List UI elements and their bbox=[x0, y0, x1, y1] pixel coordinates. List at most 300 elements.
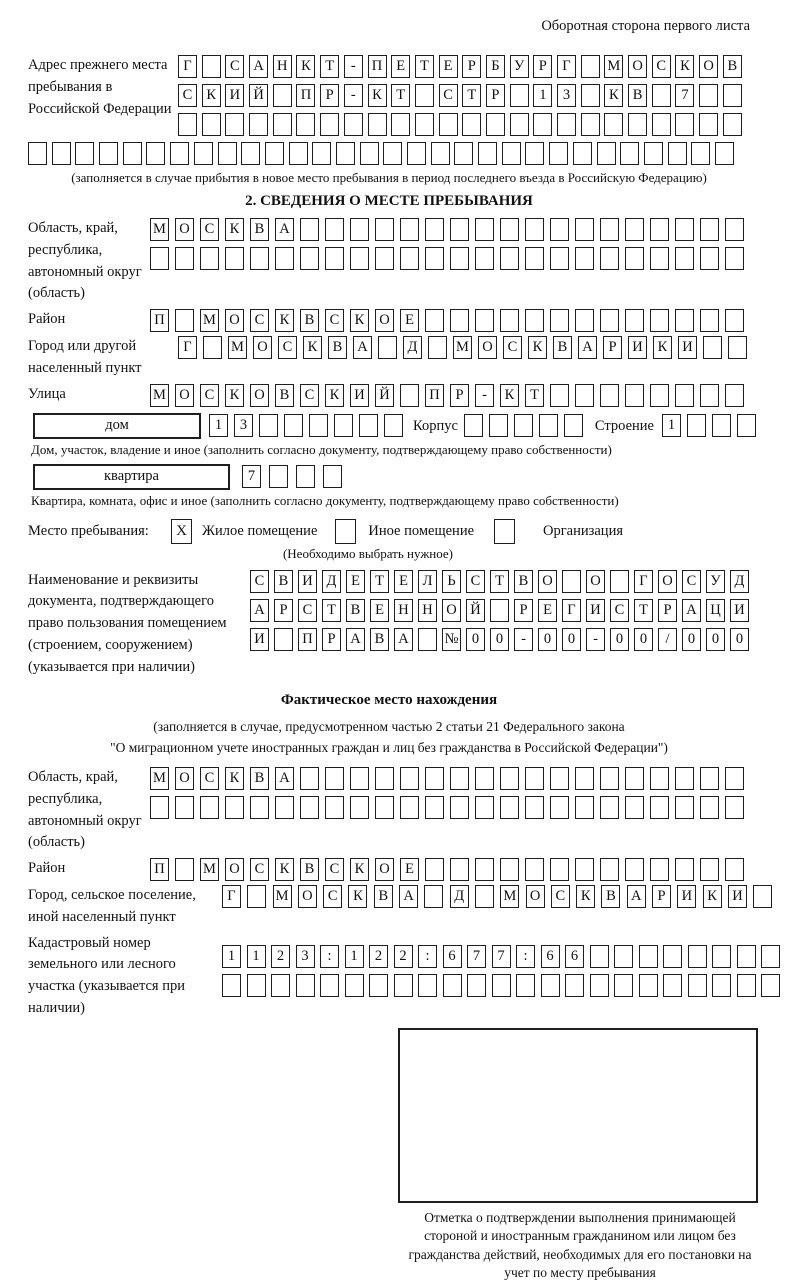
char-box[interactable] bbox=[650, 218, 669, 241]
char-box[interactable] bbox=[500, 309, 519, 332]
char-box[interactable] bbox=[550, 384, 569, 407]
char-box[interactable]: 1 bbox=[209, 414, 228, 437]
char-box[interactable]: Е bbox=[400, 309, 419, 332]
char-box[interactable] bbox=[146, 142, 165, 165]
char-box[interactable] bbox=[300, 796, 319, 819]
char-box[interactable] bbox=[400, 767, 419, 790]
char-box[interactable] bbox=[450, 247, 469, 270]
char-box[interactable]: С bbox=[278, 336, 297, 359]
char-box[interactable]: 2 bbox=[394, 945, 413, 968]
char-box[interactable] bbox=[300, 247, 319, 270]
char-box[interactable] bbox=[600, 858, 619, 881]
char-box[interactable]: Т bbox=[320, 55, 339, 78]
char-box[interactable] bbox=[500, 218, 519, 241]
char-box[interactable]: Б bbox=[486, 55, 505, 78]
char-box[interactable]: О bbox=[175, 218, 194, 241]
char-box[interactable] bbox=[202, 55, 221, 78]
char-box[interactable]: - bbox=[586, 628, 605, 651]
char-box[interactable]: Т bbox=[322, 599, 341, 622]
char-box[interactable] bbox=[600, 247, 619, 270]
char-box[interactable]: Й bbox=[375, 384, 394, 407]
char-box[interactable] bbox=[675, 113, 694, 136]
apartment-field-label-box[interactable] bbox=[33, 464, 230, 490]
char-box[interactable]: 3 bbox=[234, 414, 253, 437]
house-field-label-box[interactable] bbox=[33, 413, 201, 439]
char-box[interactable] bbox=[150, 796, 169, 819]
char-box[interactable] bbox=[175, 247, 194, 270]
char-box[interactable]: 1 bbox=[662, 414, 681, 437]
char-box[interactable] bbox=[450, 309, 469, 332]
char-box[interactable]: П bbox=[296, 84, 315, 107]
char-box[interactable] bbox=[514, 414, 533, 437]
char-box[interactable] bbox=[652, 113, 671, 136]
char-box[interactable] bbox=[753, 885, 772, 908]
char-box[interactable]: О bbox=[375, 858, 394, 881]
char-box[interactable] bbox=[247, 974, 266, 997]
char-box[interactable] bbox=[475, 796, 494, 819]
char-box[interactable] bbox=[663, 945, 682, 968]
char-box[interactable] bbox=[300, 767, 319, 790]
char-box[interactable]: Р bbox=[274, 599, 293, 622]
char-box[interactable]: Р bbox=[533, 55, 552, 78]
char-box[interactable]: - bbox=[514, 628, 533, 651]
char-box[interactable]: М bbox=[453, 336, 472, 359]
char-box[interactable] bbox=[703, 336, 722, 359]
char-box[interactable]: : bbox=[418, 945, 437, 968]
char-box[interactable] bbox=[614, 974, 633, 997]
char-box[interactable] bbox=[312, 142, 331, 165]
char-box[interactable] bbox=[225, 113, 244, 136]
char-box[interactable]: Е bbox=[346, 570, 365, 593]
char-box[interactable]: В bbox=[300, 858, 319, 881]
char-box[interactable] bbox=[200, 247, 219, 270]
char-box[interactable]: 0 bbox=[490, 628, 509, 651]
char-box[interactable]: М bbox=[200, 858, 219, 881]
char-box[interactable] bbox=[525, 858, 544, 881]
char-box[interactable] bbox=[123, 142, 142, 165]
char-box[interactable] bbox=[320, 113, 339, 136]
char-box[interactable] bbox=[225, 796, 244, 819]
char-box[interactable] bbox=[650, 796, 669, 819]
char-box[interactable]: Е bbox=[391, 55, 410, 78]
char-box[interactable]: Р bbox=[514, 599, 533, 622]
char-box[interactable] bbox=[250, 247, 269, 270]
char-box[interactable]: 0 bbox=[562, 628, 581, 651]
char-box[interactable] bbox=[600, 384, 619, 407]
char-box[interactable] bbox=[675, 309, 694, 332]
char-box[interactable]: Т bbox=[391, 84, 410, 107]
char-box[interactable]: В bbox=[275, 384, 294, 407]
char-box[interactable] bbox=[334, 414, 353, 437]
char-box[interactable]: С bbox=[325, 858, 344, 881]
char-box[interactable]: К bbox=[350, 858, 369, 881]
char-box[interactable]: И bbox=[586, 599, 605, 622]
char-box[interactable] bbox=[400, 247, 419, 270]
char-box[interactable] bbox=[170, 142, 189, 165]
char-box[interactable] bbox=[600, 309, 619, 332]
char-box[interactable]: Ц bbox=[706, 599, 725, 622]
char-box[interactable] bbox=[510, 84, 529, 107]
char-box[interactable] bbox=[728, 336, 747, 359]
char-box[interactable]: Е bbox=[439, 55, 458, 78]
char-box[interactable]: К bbox=[275, 309, 294, 332]
char-box[interactable] bbox=[650, 309, 669, 332]
char-box[interactable] bbox=[450, 796, 469, 819]
char-box[interactable] bbox=[486, 113, 505, 136]
char-box[interactable]: - bbox=[344, 84, 363, 107]
char-box[interactable] bbox=[737, 945, 756, 968]
char-box[interactable]: А bbox=[346, 628, 365, 651]
char-box[interactable]: М bbox=[200, 309, 219, 332]
char-box[interactable] bbox=[712, 974, 731, 997]
char-box[interactable]: У bbox=[706, 570, 725, 593]
char-box[interactable] bbox=[336, 142, 355, 165]
char-box[interactable]: С bbox=[682, 570, 701, 593]
char-box[interactable]: И bbox=[298, 570, 317, 593]
char-box[interactable] bbox=[500, 767, 519, 790]
char-box[interactable]: К bbox=[225, 218, 244, 241]
char-box[interactable] bbox=[761, 974, 780, 997]
char-box[interactable] bbox=[533, 113, 552, 136]
char-box[interactable] bbox=[273, 84, 292, 107]
char-box[interactable]: С bbox=[439, 84, 458, 107]
char-box[interactable]: О bbox=[175, 384, 194, 407]
char-box[interactable] bbox=[391, 113, 410, 136]
char-box[interactable] bbox=[394, 974, 413, 997]
char-box[interactable] bbox=[325, 767, 344, 790]
char-box[interactable] bbox=[620, 142, 639, 165]
char-box[interactable]: О bbox=[253, 336, 272, 359]
char-box[interactable] bbox=[28, 142, 47, 165]
char-box[interactable] bbox=[590, 945, 609, 968]
char-box[interactable] bbox=[475, 309, 494, 332]
char-box[interactable]: А bbox=[394, 628, 413, 651]
char-box[interactable]: 6 bbox=[565, 945, 584, 968]
char-box[interactable] bbox=[525, 309, 544, 332]
char-box[interactable] bbox=[425, 767, 444, 790]
char-box[interactable] bbox=[467, 974, 486, 997]
char-box[interactable] bbox=[600, 767, 619, 790]
char-box[interactable] bbox=[275, 247, 294, 270]
char-box[interactable]: О bbox=[628, 55, 647, 78]
char-box[interactable] bbox=[344, 113, 363, 136]
char-box[interactable]: К bbox=[303, 336, 322, 359]
char-box[interactable] bbox=[575, 858, 594, 881]
char-box[interactable] bbox=[575, 247, 594, 270]
char-box[interactable]: В bbox=[553, 336, 572, 359]
char-box[interactable] bbox=[550, 858, 569, 881]
char-box[interactable] bbox=[475, 885, 494, 908]
char-box[interactable]: Д bbox=[730, 570, 749, 593]
char-box[interactable] bbox=[150, 247, 169, 270]
char-box[interactable]: О bbox=[699, 55, 718, 78]
char-box[interactable] bbox=[652, 84, 671, 107]
char-box[interactable] bbox=[175, 309, 194, 332]
char-box[interactable] bbox=[675, 384, 694, 407]
char-box[interactable] bbox=[443, 974, 462, 997]
char-box[interactable]: М bbox=[500, 885, 519, 908]
char-box[interactable] bbox=[516, 974, 535, 997]
char-box[interactable] bbox=[203, 336, 222, 359]
char-box[interactable]: Т bbox=[634, 599, 653, 622]
char-box[interactable] bbox=[478, 142, 497, 165]
char-box[interactable]: П bbox=[298, 628, 317, 651]
char-box[interactable] bbox=[525, 247, 544, 270]
char-box[interactable] bbox=[700, 767, 719, 790]
char-box[interactable]: 7 bbox=[492, 945, 511, 968]
char-box[interactable]: 6 bbox=[443, 945, 462, 968]
char-box[interactable] bbox=[525, 796, 544, 819]
char-box[interactable]: С bbox=[551, 885, 570, 908]
char-box[interactable]: Т bbox=[490, 570, 509, 593]
char-box[interactable]: Г bbox=[562, 599, 581, 622]
char-box[interactable]: С bbox=[323, 885, 342, 908]
char-box[interactable] bbox=[650, 767, 669, 790]
char-box[interactable] bbox=[247, 885, 266, 908]
char-box[interactable]: М bbox=[604, 55, 623, 78]
char-box[interactable] bbox=[600, 796, 619, 819]
char-box[interactable] bbox=[454, 142, 473, 165]
char-box[interactable] bbox=[296, 113, 315, 136]
char-box[interactable] bbox=[273, 113, 292, 136]
char-box[interactable] bbox=[650, 247, 669, 270]
char-box[interactable] bbox=[639, 945, 658, 968]
char-box[interactable] bbox=[687, 414, 706, 437]
char-box[interactable]: К bbox=[703, 885, 722, 908]
char-box[interactable] bbox=[375, 247, 394, 270]
char-box[interactable] bbox=[350, 247, 369, 270]
char-box[interactable] bbox=[688, 945, 707, 968]
char-box[interactable] bbox=[369, 974, 388, 997]
char-box[interactable]: Д bbox=[322, 570, 341, 593]
char-box[interactable] bbox=[418, 628, 437, 651]
char-box[interactable]: 1 bbox=[222, 945, 241, 968]
char-box[interactable] bbox=[550, 218, 569, 241]
char-box[interactable]: И bbox=[628, 336, 647, 359]
char-box[interactable] bbox=[590, 974, 609, 997]
char-box[interactable]: К bbox=[528, 336, 547, 359]
char-box[interactable] bbox=[428, 336, 447, 359]
char-box[interactable]: Р bbox=[322, 628, 341, 651]
char-box[interactable] bbox=[375, 796, 394, 819]
char-box[interactable]: Е bbox=[394, 570, 413, 593]
char-box[interactable] bbox=[475, 858, 494, 881]
char-box[interactable]: О bbox=[478, 336, 497, 359]
char-box[interactable]: Г bbox=[178, 336, 197, 359]
char-box[interactable] bbox=[375, 767, 394, 790]
char-box[interactable]: М bbox=[150, 384, 169, 407]
char-box[interactable] bbox=[650, 858, 669, 881]
char-box[interactable]: К bbox=[500, 384, 519, 407]
char-box[interactable]: С bbox=[200, 767, 219, 790]
char-box[interactable]: Н bbox=[394, 599, 413, 622]
char-box[interactable] bbox=[368, 113, 387, 136]
char-box[interactable]: А bbox=[353, 336, 372, 359]
char-box[interactable]: П bbox=[368, 55, 387, 78]
char-box[interactable] bbox=[725, 767, 744, 790]
confirmation-stamp-box[interactable] bbox=[398, 1028, 758, 1203]
char-box[interactable]: А bbox=[249, 55, 268, 78]
char-box[interactable]: Л bbox=[418, 570, 437, 593]
char-box[interactable] bbox=[360, 142, 379, 165]
char-box[interactable] bbox=[688, 974, 707, 997]
char-box[interactable]: Т bbox=[415, 55, 434, 78]
char-box[interactable] bbox=[425, 858, 444, 881]
char-box[interactable] bbox=[700, 309, 719, 332]
char-box[interactable]: К bbox=[225, 767, 244, 790]
char-box[interactable] bbox=[525, 142, 544, 165]
char-box[interactable] bbox=[323, 465, 342, 488]
char-box[interactable]: 0 bbox=[706, 628, 725, 651]
char-box[interactable]: : bbox=[516, 945, 535, 968]
char-box[interactable] bbox=[407, 142, 426, 165]
char-box[interactable]: / bbox=[658, 628, 677, 651]
char-box[interactable] bbox=[573, 142, 592, 165]
char-box[interactable]: В bbox=[274, 570, 293, 593]
char-box[interactable] bbox=[550, 796, 569, 819]
char-box[interactable]: Е bbox=[538, 599, 557, 622]
char-box[interactable]: Т bbox=[525, 384, 544, 407]
char-box[interactable] bbox=[462, 113, 481, 136]
char-box[interactable] bbox=[325, 247, 344, 270]
char-box[interactable] bbox=[490, 599, 509, 622]
char-box[interactable]: М bbox=[150, 767, 169, 790]
char-box[interactable]: С bbox=[178, 84, 197, 107]
char-box[interactable] bbox=[550, 309, 569, 332]
char-box[interactable]: Н bbox=[418, 599, 437, 622]
char-box[interactable] bbox=[699, 84, 718, 107]
char-box[interactable] bbox=[575, 218, 594, 241]
char-box[interactable] bbox=[269, 465, 288, 488]
char-box[interactable]: О bbox=[526, 885, 545, 908]
char-box[interactable] bbox=[500, 247, 519, 270]
char-box[interactable]: К bbox=[202, 84, 221, 107]
char-box[interactable] bbox=[200, 796, 219, 819]
char-box[interactable]: О bbox=[586, 570, 605, 593]
char-box[interactable]: С bbox=[200, 218, 219, 241]
char-box[interactable]: 0 bbox=[730, 628, 749, 651]
char-box[interactable]: № bbox=[442, 628, 461, 651]
char-box[interactable]: О bbox=[175, 767, 194, 790]
char-box[interactable] bbox=[178, 113, 197, 136]
char-box[interactable]: И bbox=[225, 84, 244, 107]
char-box[interactable] bbox=[723, 84, 742, 107]
char-box[interactable] bbox=[700, 858, 719, 881]
char-box[interactable] bbox=[492, 974, 511, 997]
char-box[interactable]: 6 bbox=[541, 945, 560, 968]
char-box[interactable]: П bbox=[150, 858, 169, 881]
char-box[interactable]: 3 bbox=[557, 84, 576, 107]
char-box[interactable]: К bbox=[653, 336, 672, 359]
char-box[interactable] bbox=[400, 796, 419, 819]
char-box[interactable]: С bbox=[225, 55, 244, 78]
char-box[interactable]: С bbox=[250, 309, 269, 332]
char-box[interactable]: Г bbox=[557, 55, 576, 78]
char-box[interactable]: 7 bbox=[467, 945, 486, 968]
char-box[interactable] bbox=[562, 570, 581, 593]
checkbox-cell[interactable] bbox=[494, 519, 515, 544]
char-box[interactable]: Р bbox=[450, 384, 469, 407]
char-box[interactable] bbox=[309, 414, 328, 437]
char-box[interactable]: С bbox=[300, 384, 319, 407]
char-box[interactable] bbox=[241, 142, 260, 165]
char-box[interactable]: О bbox=[538, 570, 557, 593]
char-box[interactable] bbox=[712, 414, 731, 437]
char-box[interactable] bbox=[675, 858, 694, 881]
char-box[interactable]: К bbox=[325, 384, 344, 407]
char-box[interactable]: - bbox=[475, 384, 494, 407]
char-box[interactable]: Д bbox=[403, 336, 422, 359]
char-box[interactable] bbox=[274, 628, 293, 651]
char-box[interactable]: П bbox=[150, 309, 169, 332]
char-box[interactable] bbox=[675, 218, 694, 241]
char-box[interactable]: : bbox=[320, 945, 339, 968]
char-box[interactable]: Р bbox=[658, 599, 677, 622]
char-box[interactable] bbox=[675, 247, 694, 270]
char-box[interactable] bbox=[350, 767, 369, 790]
char-box[interactable]: В bbox=[723, 55, 742, 78]
char-box[interactable]: С bbox=[325, 309, 344, 332]
char-box[interactable]: К bbox=[576, 885, 595, 908]
char-box[interactable]: О bbox=[375, 309, 394, 332]
char-box[interactable] bbox=[761, 945, 780, 968]
char-box[interactable]: В bbox=[328, 336, 347, 359]
char-box[interactable] bbox=[581, 84, 600, 107]
char-box[interactable] bbox=[715, 142, 734, 165]
char-box[interactable] bbox=[424, 885, 443, 908]
char-box[interactable] bbox=[475, 218, 494, 241]
char-box[interactable]: М bbox=[228, 336, 247, 359]
char-box[interactable] bbox=[400, 384, 419, 407]
char-box[interactable] bbox=[510, 113, 529, 136]
char-box[interactable]: О bbox=[225, 858, 244, 881]
char-box[interactable] bbox=[325, 218, 344, 241]
char-box[interactable]: И bbox=[250, 628, 269, 651]
char-box[interactable] bbox=[175, 796, 194, 819]
char-box[interactable]: - bbox=[344, 55, 363, 78]
char-box[interactable]: К bbox=[350, 309, 369, 332]
char-box[interactable] bbox=[575, 309, 594, 332]
char-box[interactable] bbox=[600, 218, 619, 241]
char-box[interactable]: И bbox=[677, 885, 696, 908]
char-box[interactable]: О bbox=[298, 885, 317, 908]
char-box[interactable]: Й bbox=[466, 599, 485, 622]
char-box[interactable]: Р bbox=[486, 84, 505, 107]
char-box[interactable] bbox=[625, 384, 644, 407]
char-box[interactable]: К bbox=[604, 84, 623, 107]
char-box[interactable] bbox=[644, 142, 663, 165]
char-box[interactable] bbox=[700, 247, 719, 270]
char-box[interactable] bbox=[725, 247, 744, 270]
char-box[interactable]: Р bbox=[652, 885, 671, 908]
char-box[interactable] bbox=[575, 384, 594, 407]
char-box[interactable] bbox=[345, 974, 364, 997]
char-box[interactable] bbox=[500, 796, 519, 819]
char-box[interactable]: Г bbox=[178, 55, 197, 78]
char-box[interactable] bbox=[425, 247, 444, 270]
char-box[interactable]: Г bbox=[634, 570, 653, 593]
checkbox-cell[interactable]: X bbox=[171, 519, 192, 544]
char-box[interactable]: И bbox=[678, 336, 697, 359]
char-box[interactable] bbox=[383, 142, 402, 165]
char-box[interactable] bbox=[581, 113, 600, 136]
char-box[interactable] bbox=[610, 570, 629, 593]
char-box[interactable]: К bbox=[348, 885, 367, 908]
char-box[interactable]: С bbox=[466, 570, 485, 593]
char-box[interactable] bbox=[52, 142, 71, 165]
char-box[interactable] bbox=[725, 796, 744, 819]
char-box[interactable] bbox=[700, 384, 719, 407]
